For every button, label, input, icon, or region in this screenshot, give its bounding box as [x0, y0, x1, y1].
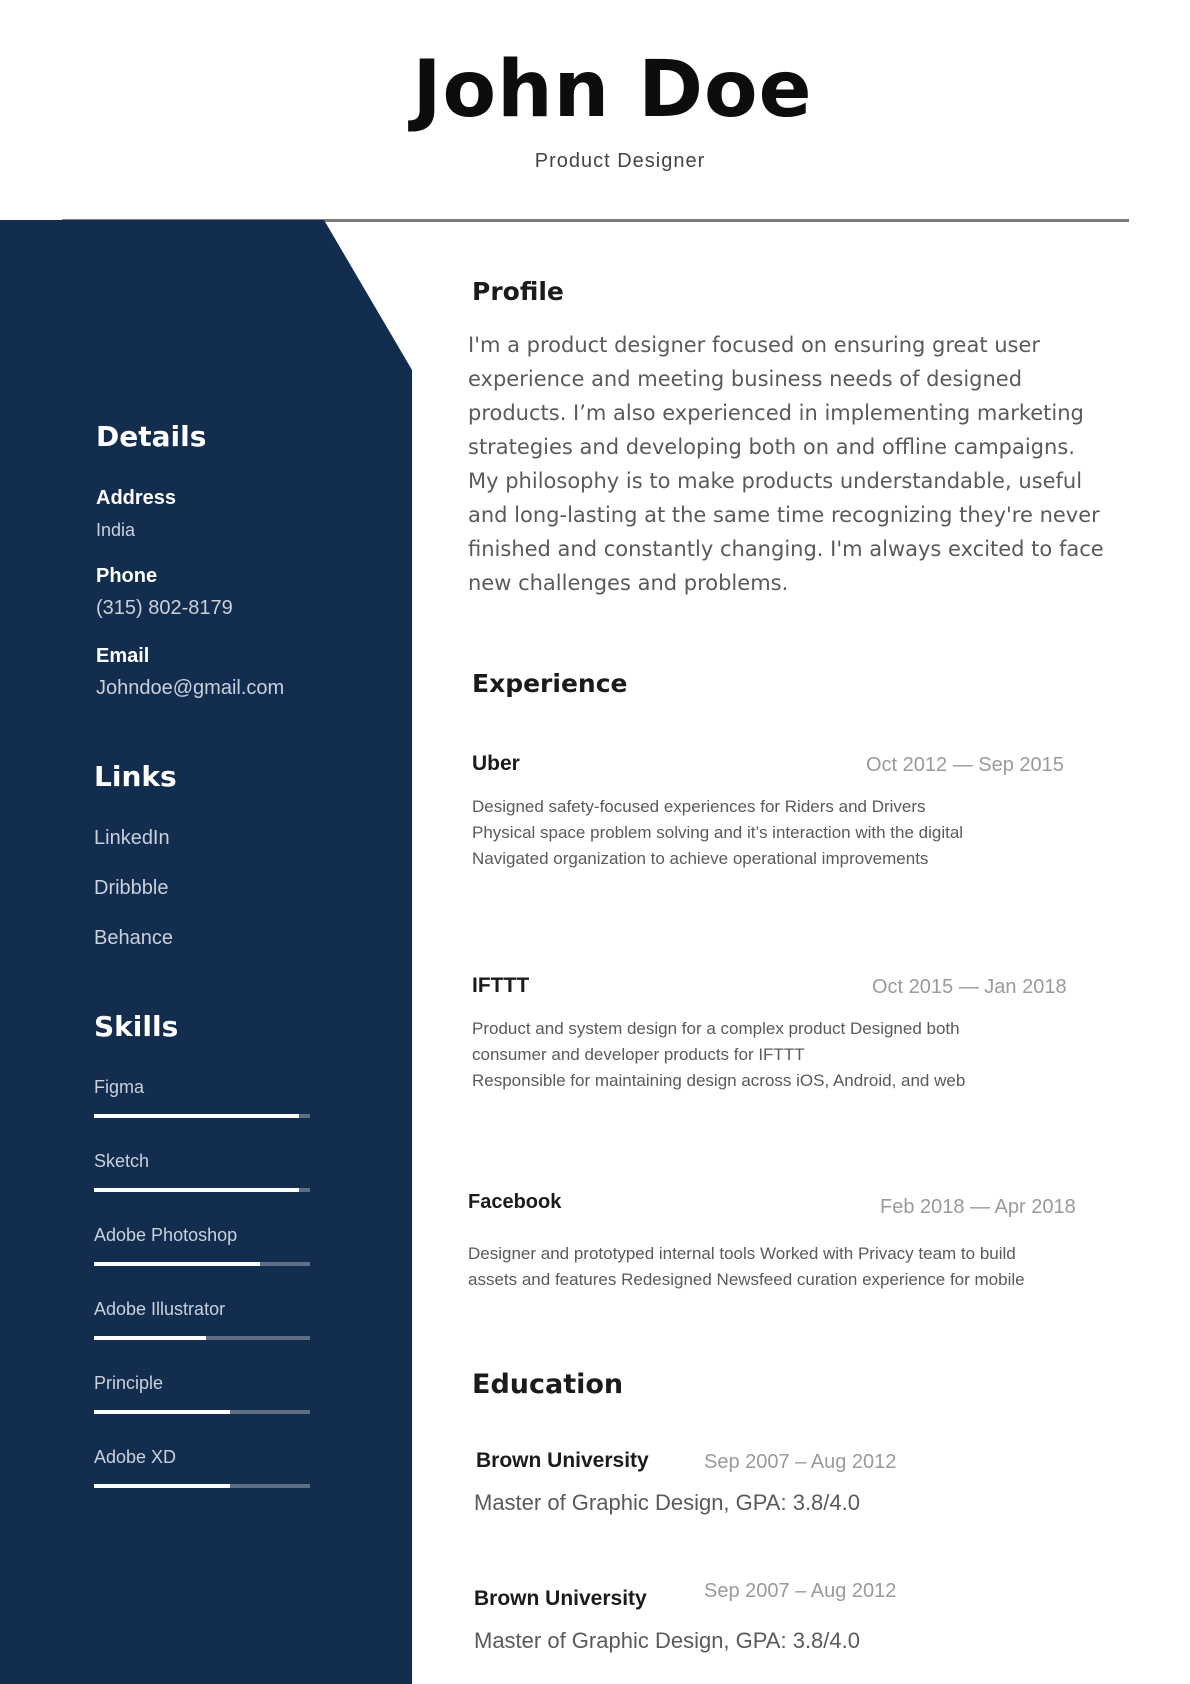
skill-bar	[94, 1262, 310, 1266]
education-degree: Master of Graphic Design, GPA: 3.8/4.0	[474, 1490, 860, 1515]
job-description-line: Designed safety-focused experiences for Riders and Drivers	[472, 797, 926, 816]
resume-header	[0, 0, 1190, 220]
job-dates-uber: Oct 2012 — Sep 2015	[866, 754, 1064, 776]
education-school: Brown University	[476, 1449, 649, 1472]
skills-heading: Skills	[94, 1010, 179, 1043]
skill-adobe-illustrator	[94, 1299, 310, 1320]
skill-label: Figma	[94, 1077, 145, 1097]
education-degree: Master of Graphic Design, GPA: 3.8/4.0	[474, 1628, 860, 1653]
candidate-title: Product Designer	[534, 150, 706, 172]
skill-bar-fill	[94, 1188, 299, 1192]
education-dates: Sep 2007 – Aug 2012	[704, 1580, 897, 1602]
skill-adobe-xd	[94, 1447, 310, 1468]
skill-bar-fill	[94, 1336, 206, 1340]
skill-label: Adobe Photoshop	[94, 1225, 238, 1245]
link-linkedin[interactable]: LinkedIn	[94, 827, 170, 849]
job-description: Designer and prototyped internal tools Worked with Privacy team to build assets and features Redesigned Newsfeed curation experience for mobile	[468, 1244, 1025, 1289]
education-school: Brown University	[474, 1587, 647, 1610]
job-description-line: Responsible for maintaining design across iOS, Android, and web	[472, 1071, 966, 1090]
job-dates-facebook: Feb 2018 — Apr 2018	[880, 1196, 1076, 1218]
email-value: Johndoe@gmail.com	[96, 677, 285, 699]
skill-bar-fill	[94, 1262, 260, 1266]
job-description-line: Product and system design for a complex product Designed both	[472, 1019, 960, 1038]
job-dates-ifttt: Oct 2015 — Jan 2018	[872, 976, 1067, 998]
details-heading: Details	[96, 420, 207, 453]
link-dribbble[interactable]: Dribbble	[94, 877, 169, 899]
links-heading: Links	[94, 760, 177, 793]
skill-label: Adobe Illustrator	[94, 1299, 226, 1319]
skill-principle	[94, 1373, 310, 1394]
education-heading: Education	[472, 1369, 624, 1400]
profile-text: I'm a product designer focused on ensuring great user experience and meeting business needs of designed products. I’m also experienced in implementing marketing strategies and developing both on and offline campaigns. My philosophy is to make products understandable, useful and long-lasting at the same time recognizing they're never finished and constantly changing. I'm always excited to face new challenges and problems.	[468, 333, 1104, 595]
skill-bar	[94, 1336, 310, 1340]
profile-heading: Profile	[472, 277, 564, 306]
skill-label: Principle	[94, 1373, 164, 1393]
job-description-line: Navigated organization to achieve operational improvements	[472, 849, 929, 868]
job-company-facebook: Facebook	[468, 1191, 562, 1213]
candidate-name: John Doe	[412, 45, 813, 135]
skill-sketch	[94, 1151, 310, 1172]
email-label: Email	[96, 645, 150, 667]
skill-adobe-photoshop	[94, 1225, 310, 1246]
skill-bar	[94, 1484, 310, 1488]
sidebar	[0, 220, 412, 1684]
skill-bar	[94, 1410, 310, 1414]
skill-label: Sketch	[94, 1151, 150, 1171]
link-behance[interactable]: Behance	[94, 927, 173, 949]
experience-heading: Experience	[472, 669, 628, 698]
education-dates: Sep 2007 – Aug 2012	[704, 1451, 897, 1473]
address-value: India	[96, 520, 136, 540]
skill-bar	[94, 1188, 310, 1192]
skill-label: Adobe XD	[94, 1447, 177, 1467]
job-company-ifttt: IFTTT	[472, 974, 530, 997]
skill-bar-fill	[94, 1114, 299, 1118]
job-description-line: consumer and developer products for IFTTT	[472, 1045, 805, 1064]
phone-value: (315) 802-8179	[96, 597, 233, 619]
skill-bar-fill	[94, 1410, 230, 1414]
phone-label: Phone	[96, 565, 158, 587]
job-company-uber: Uber	[472, 752, 520, 775]
job-description-line: Physical space problem solving and it’s interaction with the digital	[472, 823, 964, 842]
address-label: Address	[96, 487, 177, 509]
skill-figma	[94, 1077, 310, 1098]
skill-bar	[94, 1114, 310, 1118]
skill-bar-fill	[94, 1484, 230, 1488]
